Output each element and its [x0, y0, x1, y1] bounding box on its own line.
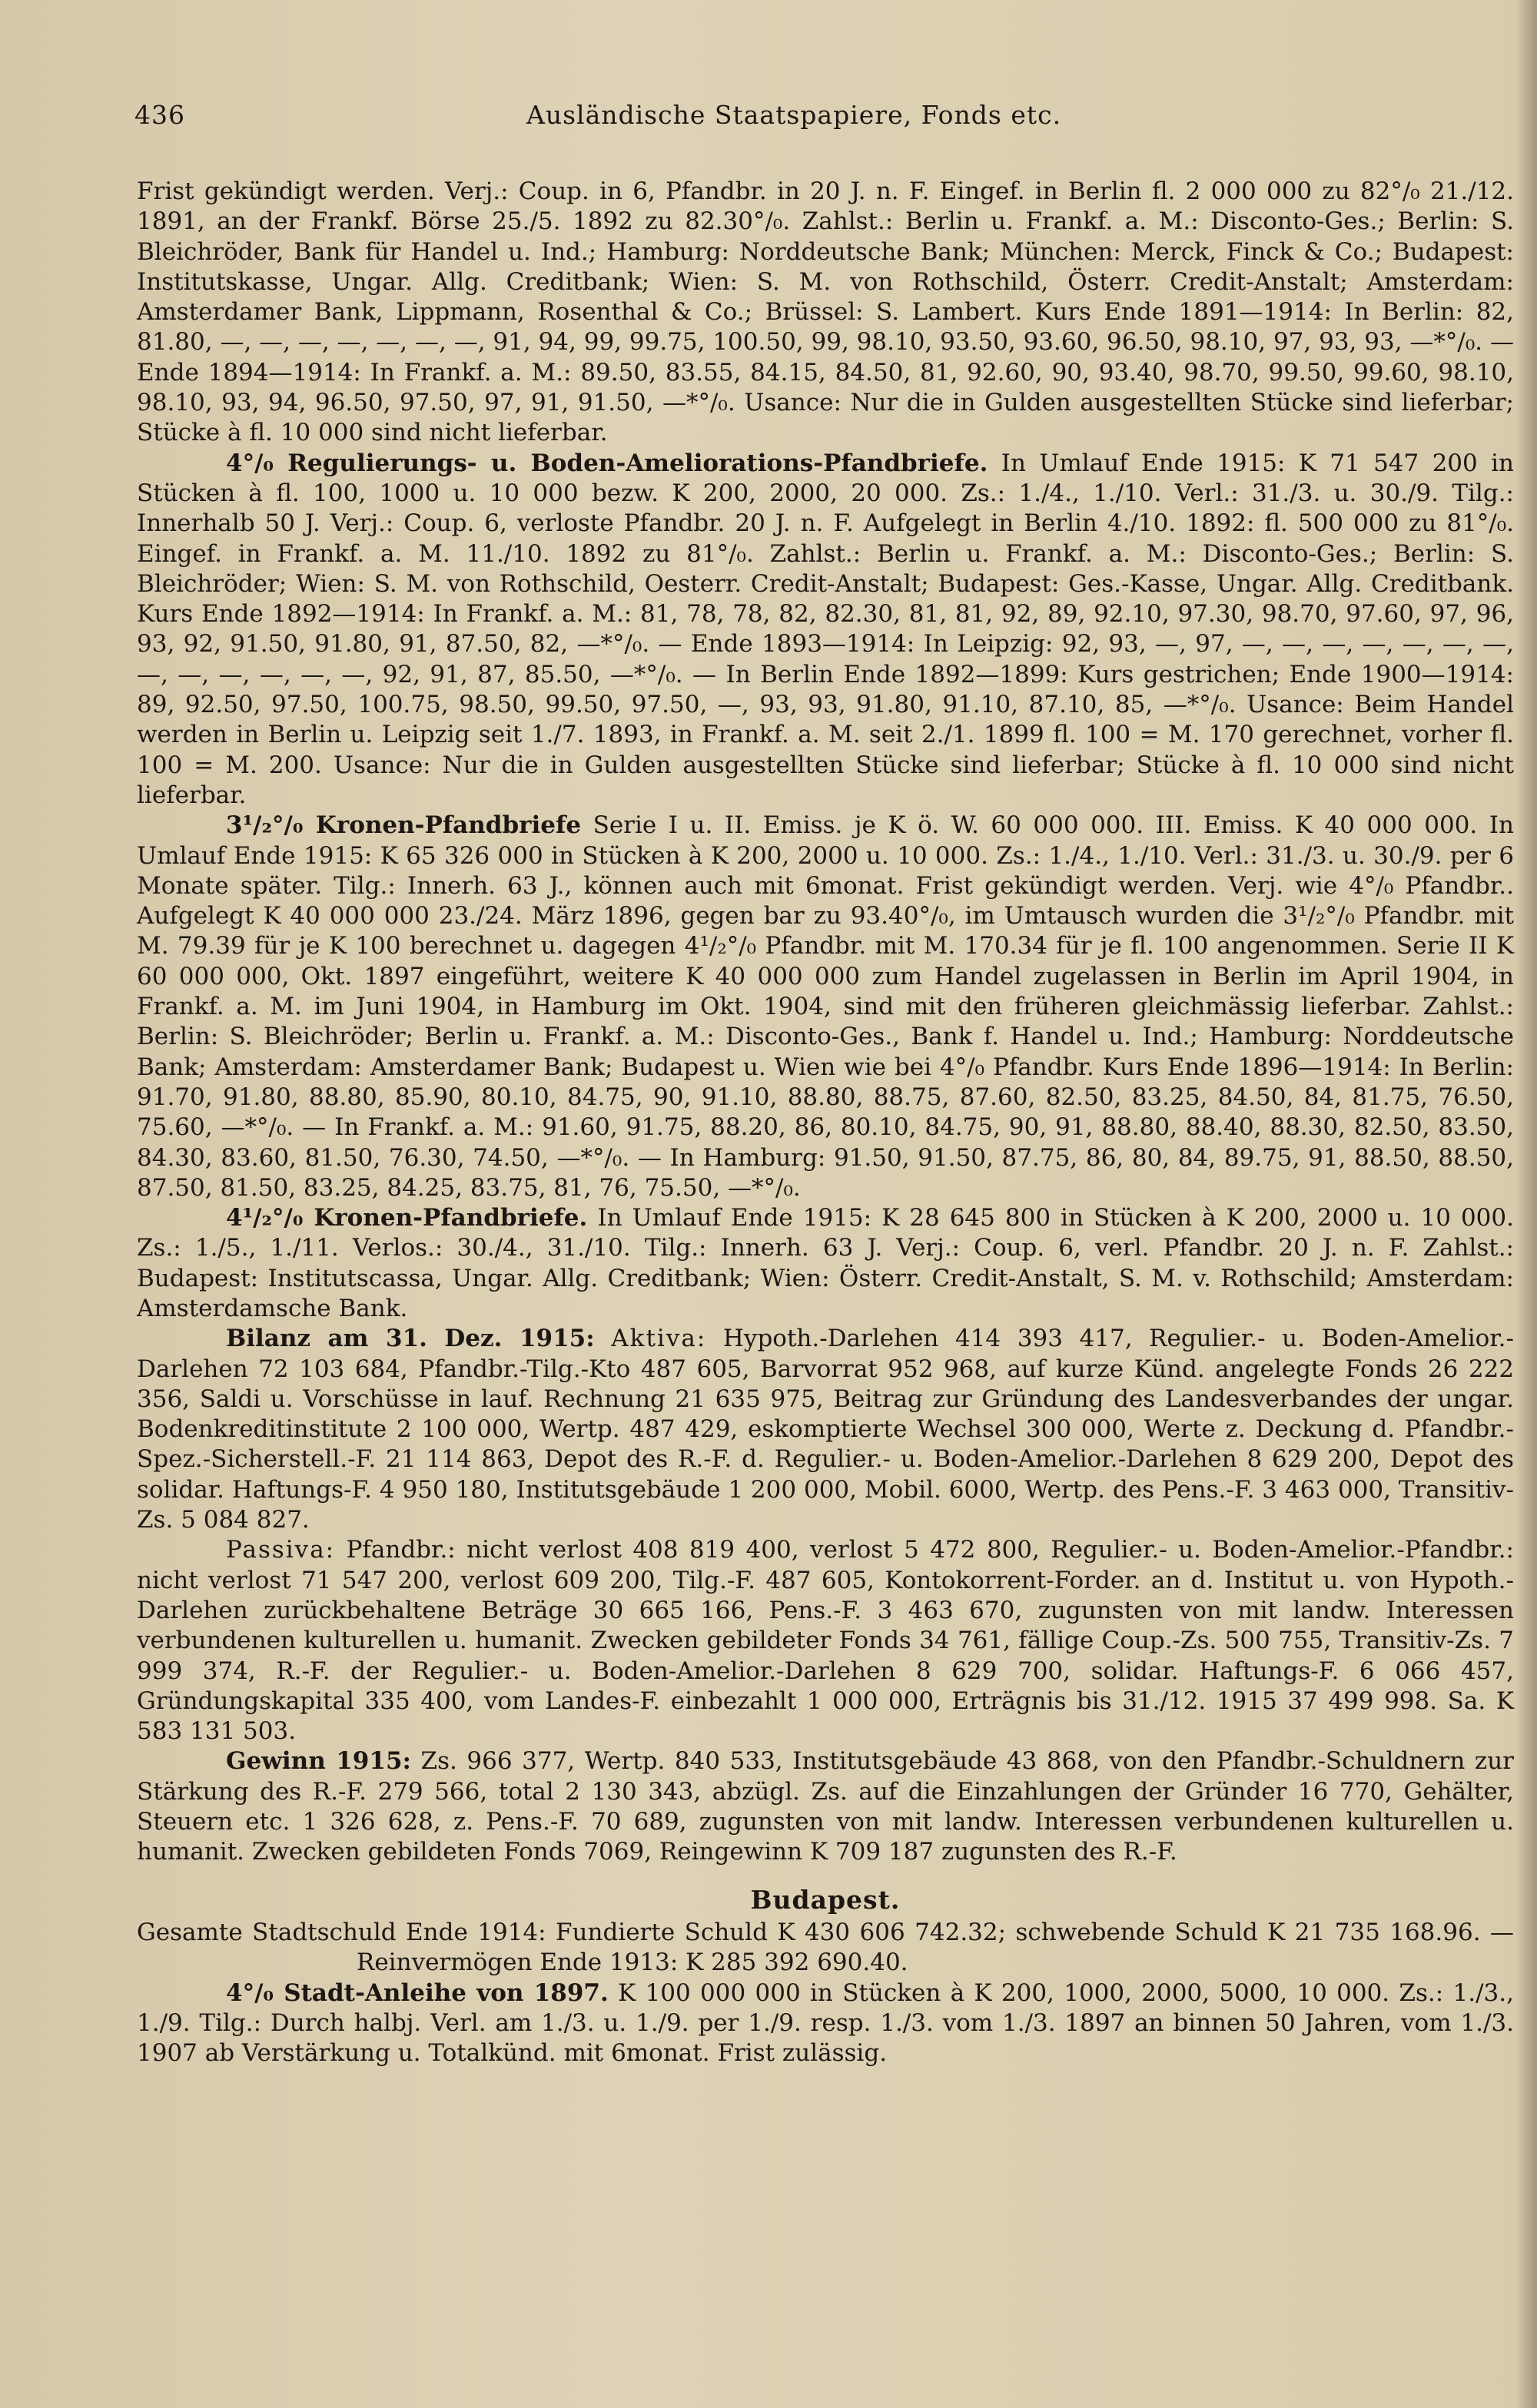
passiva-label: Passiva:: [226, 1536, 336, 1564]
paragraph-text: Zs. 966 377, Wertp. 840 533, Institutsgebäude 43 868, von den Pfandbr.-Schuldnern zur Stärkung des R.-F. 279 566, total 2 130 343, abzügl. Zs. auf die Einzahlungen der Gründer 16 770, Gehälter, Steuern etc. 1 326 628, z. Pens.-F. 70 689, zugunsten von mit landw. Interessen verbundenen kulturellen u. humanit. Zwecken gebildeten Fonds 7069, Reingewinn K 709 187 zugunsten des R.-F.: [137, 1747, 1514, 1866]
paragraph-4pct-regulierungs-pfandbriefe: [137, 449, 1514, 811]
entry-heading: 4°/₀ Regulierungs- u. Boden-Ameliorations-Pfandbriefe.: [226, 449, 988, 477]
page-gutter-shadow: [1515, 0, 1537, 2408]
paragraph-stadtschuld: [137, 1918, 1514, 1978]
paragraph-text: Hypoth.-Darlehen 414 393 417, Regulier.- u. Boden-Amelior.-Darlehen 72 103 684, Pfandbr.-Tilg.-Kto 487 605, Barvorrat 952 968, auf kurze Künd. angelegte Fonds 26 222 356, Saldi u. Vorschüsse in lauf. Rechnung 21 635 975, Beitrag zur Gründung des Landesverbandes der ungar. Bodenkreditinstitute 2 100 000, Wertp. 487 429, eskomptierte Wechsel 300 000, Werte z. Deckung d. Pfandbr.-Spez.-Sicherstell.-F. 21 114 863, Depot des R.-F. d. Regulier.- u. Boden-Amelior.-Darlehen 8 629 200, Depot des solidar. Haftungs-F. 4 950 180, Institutsgebäude 1 200 000, Mobil. 6000, Wertp. des Pens.-F. 3 463 000, Transitiv-Zs. 5 084 827.: [137, 1325, 1515, 1534]
paragraph-text: In Umlauf Ende 1915: K 71 547 200 in Stücken à fl. 100, 1000 u. 10 000 bezw. K 200, 2000, 20 000. Zs.: 1./4., 1./10. Verl.: 31./3. u. 30./9. Tilg.: Innerhalb 50 J. Verj.: Coup. 6, verloste Pfandbr. 20 J. n. F. Aufgelegt in Berlin 4./10. 1892: fl. 500 000 zu 81°/₀. Eingef. in Frankf. a. M. 11./10. 1892 zu 81°/₀. Zahlst.: Berlin u. Frankf. a. M.: Disconto-Ges.; Berlin: S. Bleichröder; Wien: S. M. von Rothschild, Oesterr. Credit-Anstalt; Budapest: Ges.-Kasse, Ungar. Allg. Creditbank. Kurs Ende 1892—1914: In Frankf. a. M.: 81, 78, 78, 82, 82.30, 81, 81, 92, 89, 92.10, 97.30, 98.70, 97.60, 97, 96, 93, 92, 91.50, 91.80, 91, 87.50, 82, —*°/₀. — Ende 1893—1914: In Leipzig: 92, 93, —, 97, —, —, —, —, —, —, —, —, —, —, —, —, —, 92, 91, 87, 85.50, —*°/₀. — In Berlin Ende 1892—1899: Kurs gestrichen; Ende 1900—1914: 89, 92.50, 97.50, 100.75, 98.50, 99.50, 97.50, —, 93, 93, 91.80, 91.10, 87.10, 85, —*°/₀. Usance: Beim Handel werden in Berlin u. Leipzig seit 1./7. 1893, in Frankf. a. M. seit 2./1. 1899 fl. 100 = M. 170 gerechnet, vorher fl. 100 = M. 200. Usance: Nur die in Gulden ausgestellten Stücke sind lieferbar; Stücke à fl. 10 000 sind nicht lieferbar.: [137, 449, 1514, 809]
page-body: [137, 177, 1514, 2068]
page-header: [134, 100, 1518, 138]
aktiva-label: Aktiva:: [611, 1325, 707, 1353]
paragraph-3-5pct-kronen-pfandbriefe: [137, 811, 1514, 1203]
entry-heading: Bilanz am 31. Dez. 1915:: [226, 1325, 595, 1353]
paragraph-gewinn: [137, 1746, 1514, 1867]
paragraph-text: Gesamte Stadtschuld Ende 1914: Fundierte Schuld K 430 606 742.32; schwebende Schuld K 21 735 168.96. — Reinvermögen Ende 1913: K 285 392 690.40.: [137, 1918, 1514, 1977]
paragraph-text: Frist gekündigt werden. Verj.: Coup. in 6, Pfandbr. in 20 J. n. F. Eingef. in Berlin fl. 2 000 000 zu 82°/₀ 21./12. 1891, an der Frankf. Börse 25./5. 1892 zu 82.30°/₀. Zahlst.: Berlin u. Frankf. a. M.: Disconto-Ges.; Berlin: S. Bleichröder, Bank für Handel u. Ind.; Hamburg: Norddeutsche Bank; München: Merck, Finck & Co.; Budapest: Institutskasse, Ungar. Allg. Creditbank; Wien: S. M. von Rothschild, Österr. Credit-Anstalt; Amsterdam: Amsterdamer Bank, Lippmann, Rosenthal & Co.; Brüssel: S. Lambert. Kurs Ende 1891—1914: In Berlin: 82, 81.80, —, —, —, —, —, —, —, 91, 94, 99, 99.75, 100.50, 99, 98.10, 93.50, 93.60, 96.50, 98.10, 97, 93, 93, —*°/₀. — Ende 1894—1914: In Frankf. a. M.: 89.50, 83.55, 84.15, 84.50, 81, 92.60, 90, 93.40, 98.70, 99.50, 99.60, 98.10, 98.10, 93, 94, 96.50, 97.50, 97, 91, 91.50, —*°/₀. Usance: Nur die in Gulden ausgestellten Stücke sind lieferbar; Stücke à fl. 10 000 sind nicht lieferbar.: [137, 177, 1514, 447]
page-number: 436: [134, 100, 185, 130]
entry-heading: 4°/₀ Stadt-Anleihe von 1897.: [226, 1978, 609, 2007]
entry-heading: 4¹/₂°/₀ Kronen-Pfandbriefe.: [226, 1204, 588, 1232]
paragraph-stadt-anleihe-1897: [137, 1978, 1514, 2069]
paragraph-4-5pct-kronen-pfandbriefe: [137, 1203, 1514, 1324]
paragraph-bilanz-passiva: [137, 1535, 1514, 1746]
entry-heading: 3¹/₂°/₀ Kronen-Pfandbriefe: [226, 811, 582, 840]
paragraph-text: K 100 000 000 in Stücken à K 200, 1000, 2000, 5000, 10 000. Zs.: 1./3., 1./9. Tilg.: Durch halbj. Verl. am 1./3. u. 1./9. per 1./9. resp. 1./3. vom 1./3. 1897 an binnen 50 Jahren, vom 1./3. 1907 ab Verstärkung u. Totalkünd. mit 6monat. Frist zulässig.: [137, 1978, 1514, 2068]
paragraph-text: Pfandbr.: nicht verlost 408 819 400, verlost 5 472 800, Regulier.- u. Boden-Amelior.-Pfandbr.: nicht verlost 71 547 200, verlost 609 200, Tilg.-F. 487 605, Kontokorrent-Forder. an d. Institut u. von Hypoth.-Darlehen zurückbehaltene Beträge 30 665 166, Pens.-F. 3 463 670, zugunsten von mit landw. Interessen verbundenen kulturellen u. humanit. Zwecken gebildeter Fonds 34 761, fällige Coup.-Zs. 500 755, Transitiv-Zs. 7 999 374, R.-F. der Regulier.- u. Boden-Amelior.-Darlehen 8 629 700, solidar. Haftungs-F. 6 066 457, Gründungskapital 335 400, vom Landes-F. einbezahlt 1 000 000, Erträgnis bis 31./12. 1915 37 499 998. Sa. K 583 131 503.: [137, 1536, 1514, 1746]
paragraph-text: In Umlauf Ende 1915: K 28 645 800 in Stücken à K 200, 2000 u. 10 000. Zs.: 1./5., 1./11. Verlos.: 30./4., 31./10. Tilg.: Innerh. 63 J. Verj.: Coup. 6, verl. Pfandbr. 20 J. n. F. Zahlst.: Budapest: Institutscassa, Ungar. Allg. Creditbank; Wien: Österr. Credit-Anstalt, S. M. v. Rothschild; Amsterdam: Amsterdamsche Bank.: [137, 1204, 1514, 1322]
running-title: Ausländische Staatspapiere, Fonds etc.: [526, 100, 1062, 130]
paragraph-continuation: [137, 177, 1514, 449]
paragraph-text: Serie I u. II. Emiss. je K ö. W. 60 000 000. III. Emiss. K 40 000 000. In Umlauf Ende 1915: K 65 326 000 in Stücken à K 200, 2000 u. 10 000. Zs.: 1./4., 1./10. Verl.: 31./3. u. 30./9. per 6 Monate später. Tilg.: Innerh. 63 J., können auch mit 6monat. Frist gekündigt werden. Verj. wie 4°/₀ Pfandbr.. Aufgelegt K 40 000 000 23./24. März 1896, gegen bar zu 93.40°/₀, im Umtausch wurden die 3¹/₂°/₀ Pfandbr. mit M. 79.39 für je K 100 berechnet u. dagegen 4¹/₂°/₀ Pfandbr. mit M. 170.34 für je fl. 100 angenommen. Serie II K 60 000 000, Okt. 1897 eingeführt, weitere K 40 000 000 zum Handel zugelassen in Berlin im April 1904, in Frankf. a. M. im Juni 1904, in Hamburg im Okt. 1904, sind mit den früheren gleichmässig lieferbar. Zahlst.: Berlin: S. Bleichröder; Berlin u. Frankf. a. M.: Disconto-Ges., Bank f. Handel u. Ind.; Hamburg: Norddeutsche Bank; Amsterdam: Amsterdamer Bank; Budapest u. Wien wie bei 4°/₀ Pfandbr. Kurs Ende 1896—1914: In Berlin: 91.70, 91.80, 88.80, 85.90, 80.10, 84.75, 90, 91.10, 88.80, 88.75, 87.60, 82.50, 83.25, 84.50, 84, 81.75, 76.50, 75.60, —*°/₀. — In Frankf. a. M.: 91.60, 91.75, 88.20, 86, 80.10, 84.75, 90, 91, 88.80, 88.40, 88.30, 82.50, 83.50, 84.30, 83.60, 81.50, 76.30, 74.50, —*°/₀. — In Hamburg: 91.50, 91.50, 87.75, 86, 80, 84, 89.75, 91, 88.50, 88.50, 87.50, 81.50, 83.25, 84.25, 83.75, 81, 76, 75.50, —*°/₀.: [137, 811, 1514, 1202]
paragraph-bilanz-aktiva: [137, 1324, 1514, 1535]
entry-heading: Gewinn 1915:: [226, 1747, 411, 1776]
section-heading-budapest: Budapest.: [750, 1884, 901, 1915]
